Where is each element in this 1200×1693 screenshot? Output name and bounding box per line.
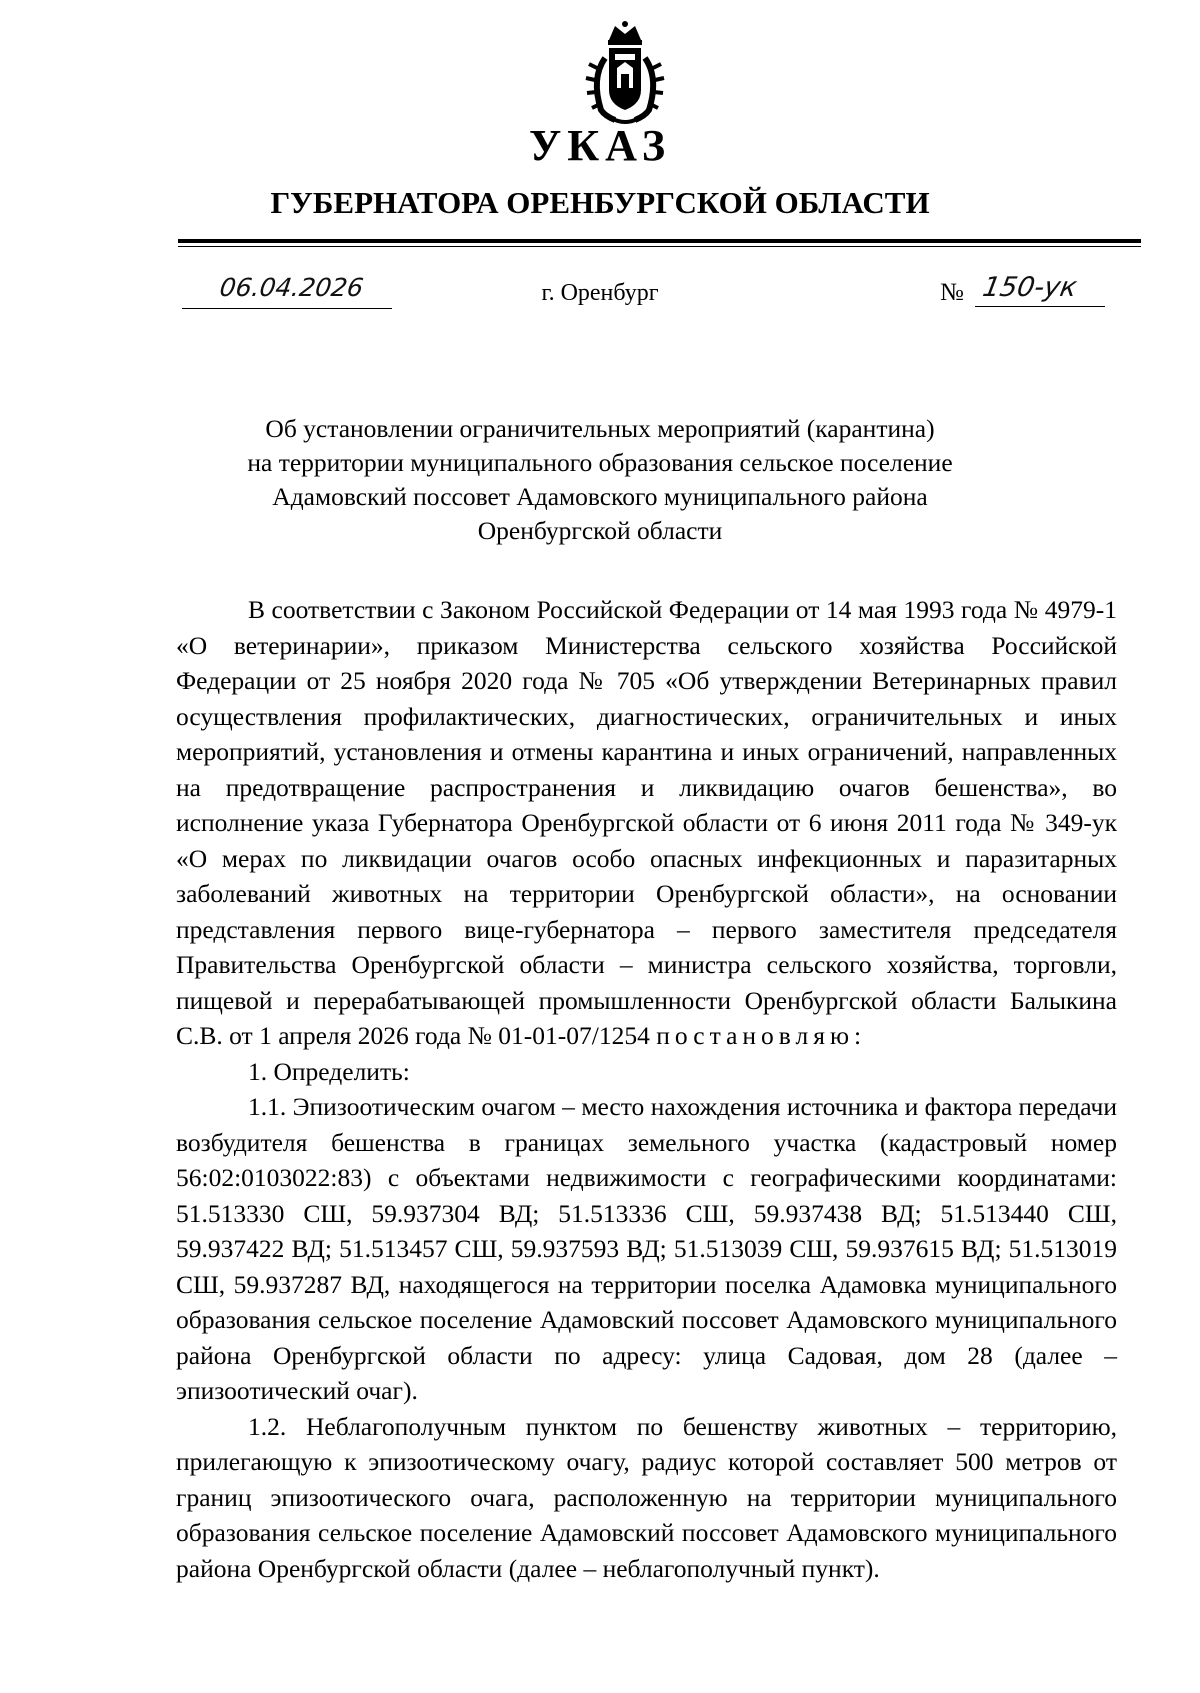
decree-number-field	[975, 272, 1125, 312]
header-divider-thin	[178, 246, 1141, 247]
decree-word: постановляю:	[656, 1021, 867, 1050]
decree-body	[176, 592, 1117, 1586]
heading-line: Об установлении ограничительных мероприятий (карантина)	[265, 414, 935, 443]
document-subtitle: ГУБЕРНАТОРА ОРЕНБУРГСКОЙ ОБЛАСТИ	[270, 185, 930, 220]
heading-line: на территории муниципального образования сельское поселение	[247, 448, 953, 477]
decree-heading	[200, 412, 1000, 548]
number-underline	[975, 306, 1105, 307]
document-title: УКАЗ	[528, 121, 672, 170]
decree-number: 150-ук	[980, 272, 1080, 303]
heading-line: Оренбургской области	[477, 516, 723, 545]
decree-date: 06.04.2026	[217, 273, 366, 302]
item-1: 1. Определить:	[248, 1056, 410, 1086]
item-1-1: 1.1. Эпизоотическим очагом – место нахождения источника и фактора передачи возбудителя бешенства в границах земельного участка (кадастровый номер 56:02:0103022:83) с объектами недвижимости с географическими координатами: 51.513330 СШ, 59.937304 ВД; 51.513336 СШ, 59.937438 ВД; 51.513440 СШ, 59.937422 ВД; 51.513457 СШ, 59.937593 ВД; 51.513039 СШ, 59.937615 ВД; 51.513019 СШ, 59.937287 ВД, находящегося на территории поселка Адамовка муниципального образования сельское поселение Адамовский поссовет Адамовского муниципального района Оренбургской области по адресу: улица Садовая, дом 28 (далее – эпизоотический очаг).	[176, 1092, 1117, 1405]
number-sign: №	[940, 279, 964, 306]
item-1-2: 1.2. Неблагополучным пунктом по бешенству животных – территорию, прилегающую к эпизоотическому очагу, радиус которой составляет 500 метров от границ эпизоотического очага, расположенную на территории муниципального образования сельское поселение Адамовский поссовет Адамовского муниципального района Оренбургской области (далее – неблагополучный пункт).	[176, 1411, 1117, 1583]
intro-text: В соответствии с Законом Российской Федерации от 14 мая 1993 года № 4979-1 «О ветеринарии», приказом Министерства сельского хозяйства Российской Федерации от 25 ноября 2020 года № 705 «Об утверждении Ветеринарных правил осуществления профилактических, диагностических, ограничительных и иных мероприятий, установления и отмены карантина и иных ограничений, направленных на предотвращение распространения и ликвидацию очагов бешенства», во исполнение указа Губернатора Оренбургской области от 6 июня 2011 года № 349-ук «О мерах по ликвидации очагов особо опасных инфекционных и паразитарных заболеваний животных на территории Оренбургской области», на основании представления первого вице-губернатора – первого заместителя председателя Правительства Оренбургской области – министра сельского хозяйства, торговли, пищевой и перерабатывающей промышленности Оренбургской области Балыкина С.В. от 1 апреля 2026 года № 01-01-07/1254	[176, 595, 1117, 1050]
intro-paragraph	[176, 592, 1117, 1054]
coat-of-arms-icon	[575, 18, 675, 126]
heading-line: Адамовский поссовет Адамовского муниципального района	[272, 482, 928, 511]
date-underline	[182, 308, 392, 309]
decree-city: г. Оренбург	[541, 280, 659, 306]
header-divider-thick	[178, 239, 1141, 243]
